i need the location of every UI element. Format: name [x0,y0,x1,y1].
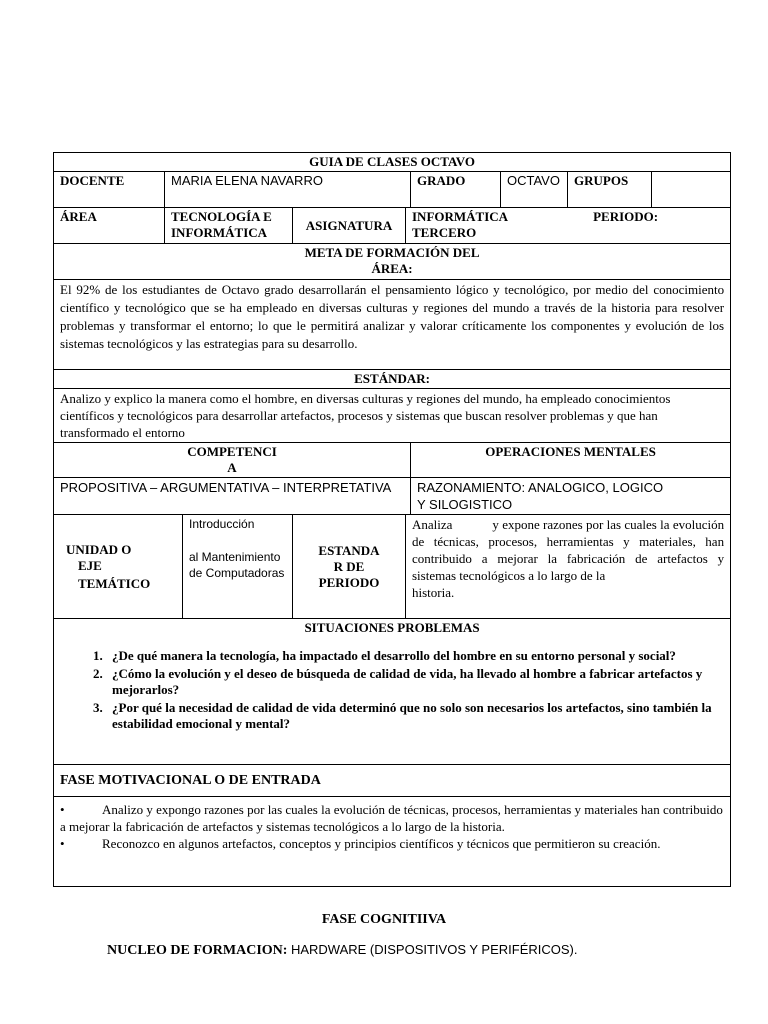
bullet-icon: • [60,802,65,817]
meta-title [54,244,731,280]
guide-title: GUIA DE CLASES OCTAVO [54,153,731,172]
nucleo-label: NUCLEO DE FORMACION: [107,943,288,958]
nucleo-line [107,942,577,959]
operaciones-title: OPERACIONES MENTALES [411,443,731,478]
area-value: TECNOLOGÍA E INFORMÁTICA [165,208,293,244]
periodo-label: PERIODO: [593,209,659,224]
unidad-label-line-3: TEMÁTICO [78,575,151,591]
unidad-value-line-2: al Mantenimiento [189,550,281,564]
meta-title-line-1: META DE FORMACIÓN DEL [304,245,480,260]
unidad-value [183,515,293,619]
situacion-item-2: 2. ¿Cómo la evolución y el deseo de búsqueda de calidad de vida, ha llevado al hombre a fabricar artefactos y mejorarlos? [106,666,724,698]
competencia-title-line-2: A [227,460,237,475]
unidad-value-line-1: Introducción [189,517,255,531]
grupos-label: GRUPOS [568,172,652,208]
estandar-periodo-text [406,515,731,619]
estandar-title: ESTÁNDAR: [54,370,731,389]
fase-cognitiva-title [0,912,768,928]
fase-motivacional-item-1 [60,801,724,835]
estandar-periodo-label-line-1: ESTANDA [318,542,380,558]
periodo-value: TERCERO [412,225,477,240]
asignatura-value: INFORMÁTICA [412,209,509,224]
fase-motivacional-title: FASE MOTIVACIONAL O DE ENTRADA [54,765,731,797]
asignatura-periodo-cell [406,208,731,244]
estandar-text: Analizo y explico la manera como el hombre, en diversas culturas y regiones del mundo, ha empleado conocimientos científicos y tecnológicos para desarrollar artefactos, procesos y sistemas que buscan resolver problemas y que han transformado el entorno [54,389,731,443]
estandar-periodo-text-b: y expone razones por las cuales la evolución de técnicas, procesos, herramientas y materiales, han contribuido a mejorar la fabricación de artefactos y sistemas tecnológicos a lo largo de la [412,517,725,583]
grado-label: GRADO [411,172,501,208]
area-label: ÁREA [54,208,165,244]
meta-title-line-2: ÁREA: [371,261,413,276]
estandar-periodo-label [293,515,406,619]
operaciones-value-line-1: RAZONAMIENTO: ANALOGICO, LOGICO [417,480,664,495]
estandar-periodo-label-line-2: R DE [333,558,365,574]
unidad-label-line-2: EJE [78,557,102,573]
grado-value: OCTAVO [501,172,568,208]
operaciones-value-line-2: Y SILOGISTICO [417,497,513,512]
meta-text: El 92% de los estudiantes de Octavo grado desarrollarán el pensamiento lógico y tecnológico, por medio del conocimiento científico y tecnológico que se ha empleado en diversas culturas y regiones del mundo a través de la historia para resolver problemas y transformar el entorno; lo que le permitirá analizar y valorar críticamente los componentes y evolución de los sistemas tecnológicos y las estrategias para su desarrollo. [54,280,731,370]
fase-motivacional-item-2-text: Reconozco en algunos artefactos, conceptos y principios científicos y técnicos que permitieron su creación. [102,836,661,851]
competencia-value: PROPOSITIVA – ARGUMENTATIVA – INTERPRETATIVA [54,478,411,515]
docente-label: DOCENTE [54,172,165,208]
nucleo-value: HARDWARE (DISPOSITIVOS Y PERIFÉRICOS). [290,942,578,957]
asignatura-label: ASIGNATURA [293,208,406,244]
situacion-item-1: 1. ¿De qué manera la tecnología, ha impactado el desarrollo del hombre en su entorno personal y social? [106,648,724,664]
situaciones-cell [54,619,731,765]
competencia-title-line-1: COMPETENCI [187,444,277,459]
unidad-label-line-1: UNIDAD O [66,541,132,557]
fase-cognitiva-title-text: FASE COGNITIIVA [321,912,447,927]
situaciones-list [60,648,724,732]
competencia-title [54,443,411,478]
docente-value: MARIA ELENA NAVARRO [165,172,411,208]
fase-motivacional-item-2 [60,835,724,852]
situacion-item-3: 3. ¿Por qué la necesidad de calidad de vida determinó que no solo son necesarios los artefactos, sino también la estabilidad emocional y mental? [106,700,724,732]
fase-motivacional-item-1-text: Analizo y expongo razones por las cuales la evolución de técnicas, procesos, herramientas y materiales han contribuido a mejorar la fabricación de artefactos y sistemas tecnológicos a lo largo de la historia. [60,802,723,834]
unidad-label [54,515,183,619]
fase-motivacional-list [54,797,731,887]
bullet-icon: • [60,836,65,851]
operaciones-value [411,478,731,515]
situaciones-title: SITUACIONES PROBLEMAS [304,620,480,635]
class-guide-table [53,152,731,887]
estandar-periodo-label-line-3: PERIODO [318,574,380,590]
unidad-value-line-3: de Computadoras [189,566,285,580]
grupos-value [652,172,731,208]
estandar-periodo-text-c: historia. [412,585,455,600]
estandar-periodo-text-a: Analiza [412,517,453,532]
